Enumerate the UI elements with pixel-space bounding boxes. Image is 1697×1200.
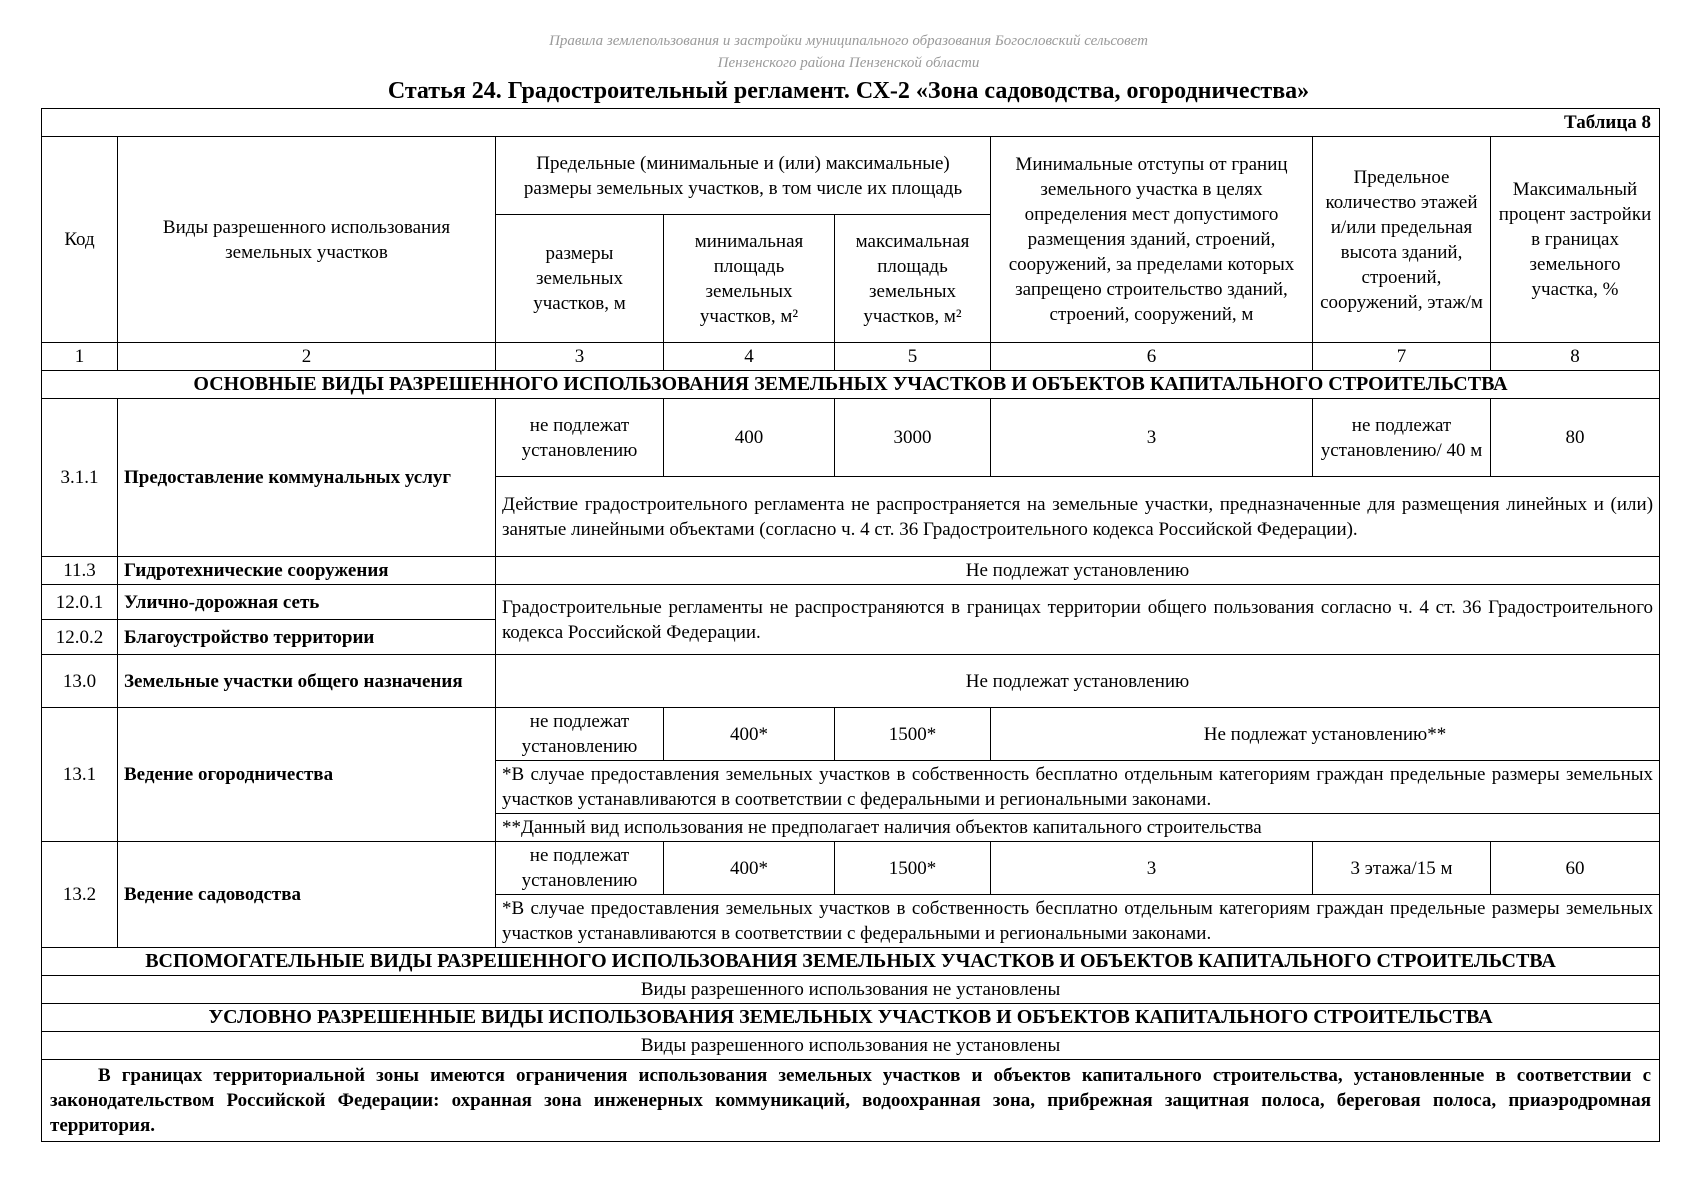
footer-restrictions-text: В границах территориальной зоны имеются ограничения использования земельных участков и объектов капитального строительства, установленные в соответствии с законодательством Российской Федерации: охранная зона инженерных коммуникаций, водоохранная зона, прибрежная защитная полоса, береговая полоса, приаэродромная территория. <box>50 1065 1652 1136</box>
page-title: Статья 24. Градостроительный регламент. СХ-2 «Зона садоводства, огородничества» <box>387 78 1310 104</box>
row-kind-name: Земельные участки общего назначения <box>118 655 496 708</box>
column-number: 1 <box>42 343 118 371</box>
row-code: 3.1.1 <box>42 399 118 557</box>
row-note: *В случае предоставления земельных участков в собственность бесплатно отдельным категориям граждан предельные размеры земельных участков устанавливаются в соответствии с федеральными и региональными законами. <box>496 761 1660 814</box>
cell-sizes: не подлежат установлению <box>496 842 664 895</box>
table-row <box>42 655 1660 708</box>
row-code: 13.1 <box>42 708 118 842</box>
row-kind-name: Гидротехнические сооружения <box>118 557 496 585</box>
col-header-sizes: размеры земельных участков, м <box>496 215 664 343</box>
cell-floors: 3 этажа/15 м <box>1313 842 1491 895</box>
table-row <box>42 399 1660 477</box>
cell-min-area: 400* <box>664 708 835 761</box>
row-code: 12.0.2 <box>42 620 118 655</box>
row-note: Действие градостроительного регламента не распространяется на земельные участки, предназначенные для размещения линейных и (или) занятые линейными объектами (согласно ч. 4 ст. 36 Градостроительного кодекса Российской Федерации). <box>496 477 1660 557</box>
cell-setback: 3 <box>991 842 1313 895</box>
column-number: 6 <box>991 343 1313 371</box>
section-cond-value: Виды разрешенного использования не установлены <box>42 1032 1660 1060</box>
column-number: 7 <box>1313 343 1491 371</box>
column-number-row <box>42 343 1660 371</box>
cell-min-area: 400* <box>664 842 835 895</box>
col-header-coverage: Максимальный процент застройки в границах земельного участка, % <box>1491 137 1660 343</box>
footer-restrictions-note <box>42 1060 1660 1142</box>
running-header-line2: Пензенского района Пензенской области <box>717 55 980 71</box>
cell-coverage: 60 <box>1491 842 1660 895</box>
row-code: 13.0 <box>42 655 118 708</box>
table-label: Таблица 8 <box>42 109 1660 137</box>
col-header-max-area: максимальная площадь земельных участков, м² <box>835 215 991 343</box>
column-number: 8 <box>1491 343 1660 371</box>
col-header-min-area: минимальная площадь земельных участков, м² <box>664 215 835 343</box>
cell-sizes: не подлежат установлению <box>496 399 664 477</box>
row-code: 11.3 <box>42 557 118 585</box>
running-header-line1: Правила землепользования и застройки муниципального образования Богословский сельсовет <box>549 33 1148 49</box>
cell-max-area: 3000 <box>835 399 991 477</box>
row-kind-name: Ведение садоводства <box>118 842 496 948</box>
row-note: Градостроительные регламенты не распространяются в границах территории общего пользования согласно ч. 4 ст. 36 Градостроительного кодекса Российской Федерации. <box>496 585 1660 655</box>
col-header-code: Код <box>42 137 118 343</box>
row-note: *В случае предоставления земельных участков в собственность бесплатно отдельным категориям граждан предельные размеры земельных участков устанавливаются в соответствии с федеральными и региональными законами. <box>496 895 1660 948</box>
cell-value: Не подлежат установлению <box>496 557 1660 585</box>
section-cond-heading: УСЛОВНО РАЗРЕШЕННЫЕ ВИДЫ ИСПОЛЬЗОВАНИЯ ЗЕМЕЛЬНЫХ УЧАСТКОВ И ОБЪЕКТОВ КАПИТАЛЬНОГО СТРОИТЕЛЬСТВА <box>42 1004 1660 1032</box>
cell-max-area: 1500* <box>835 842 991 895</box>
section-aux-heading: ВСПОМОГАТЕЛЬНЫЕ ВИДЫ РАЗРЕШЕННОГО ИСПОЛЬЗОВАНИЯ ЗЕМЕЛЬНЫХ УЧАСТКОВ И ОБЪЕКТОВ КАПИТАЛЬНОГО СТРОИТЕЛЬСТВА <box>42 948 1660 976</box>
cell-value: Не подлежат установлению <box>496 655 1660 708</box>
row-kind-name: Благоустройство территории <box>118 620 496 655</box>
column-number: 5 <box>835 343 991 371</box>
section-main-heading: ОСНОВНЫЕ ВИДЫ РАЗРЕШЕННОГО ИСПОЛЬЗОВАНИЯ ЗЕМЕЛЬНЫХ УЧАСТКОВ И ОБЪЕКТОВ КАПИТАЛЬНОГО СТРОИТЕЛЬСТВА <box>42 371 1660 399</box>
cell-setback: 3 <box>991 399 1313 477</box>
column-number: 2 <box>118 343 496 371</box>
cell-floors: не подлежат установлению/ 40 м <box>1313 399 1491 477</box>
table-row <box>42 842 1660 895</box>
cell-coverage: 80 <box>1491 399 1660 477</box>
regulation-table <box>41 108 1660 1142</box>
col-header-setbacks: Минимальные отступы от границ земельного участка в целях определения мест допустимого размещения зданий, строений, сооружений, за пределами которых запрещено строительство зданий, строений, сооружений, м <box>991 137 1313 343</box>
table-row <box>42 708 1660 761</box>
row-kind-name: Предоставление коммунальных услуг <box>118 399 496 557</box>
col-header-kind: Виды разрешенного использования земельных участков <box>118 137 496 343</box>
cell-sizes: не подлежат установлению <box>496 708 664 761</box>
running-header <box>0 30 1697 74</box>
table-row <box>42 585 1660 620</box>
row-kind-name: Улично-дорожная сеть <box>118 585 496 620</box>
cell-max-area: 1500* <box>835 708 991 761</box>
cell-value: Не подлежат установлению** <box>991 708 1660 761</box>
row-code: 12.0.1 <box>42 585 118 620</box>
table-row <box>42 557 1660 585</box>
section-aux-value: Виды разрешенного использования не установлены <box>42 976 1660 1004</box>
row-note: **Данный вид использования не предполагает наличия объектов капитального строительства <box>496 814 1660 842</box>
row-code: 13.2 <box>42 842 118 948</box>
column-number: 4 <box>664 343 835 371</box>
column-number: 3 <box>496 343 664 371</box>
col-header-size-group: Предельные (минимальные и (или) максимальные) размеры земельных участков, в том числе их площадь <box>496 137 991 215</box>
cell-min-area: 400 <box>664 399 835 477</box>
col-header-floors: Предельное количество этажей и/или предельная высота зданий, строений, сооружений, этаж/м <box>1313 137 1491 343</box>
row-kind-name: Ведение огородничества <box>118 708 496 842</box>
